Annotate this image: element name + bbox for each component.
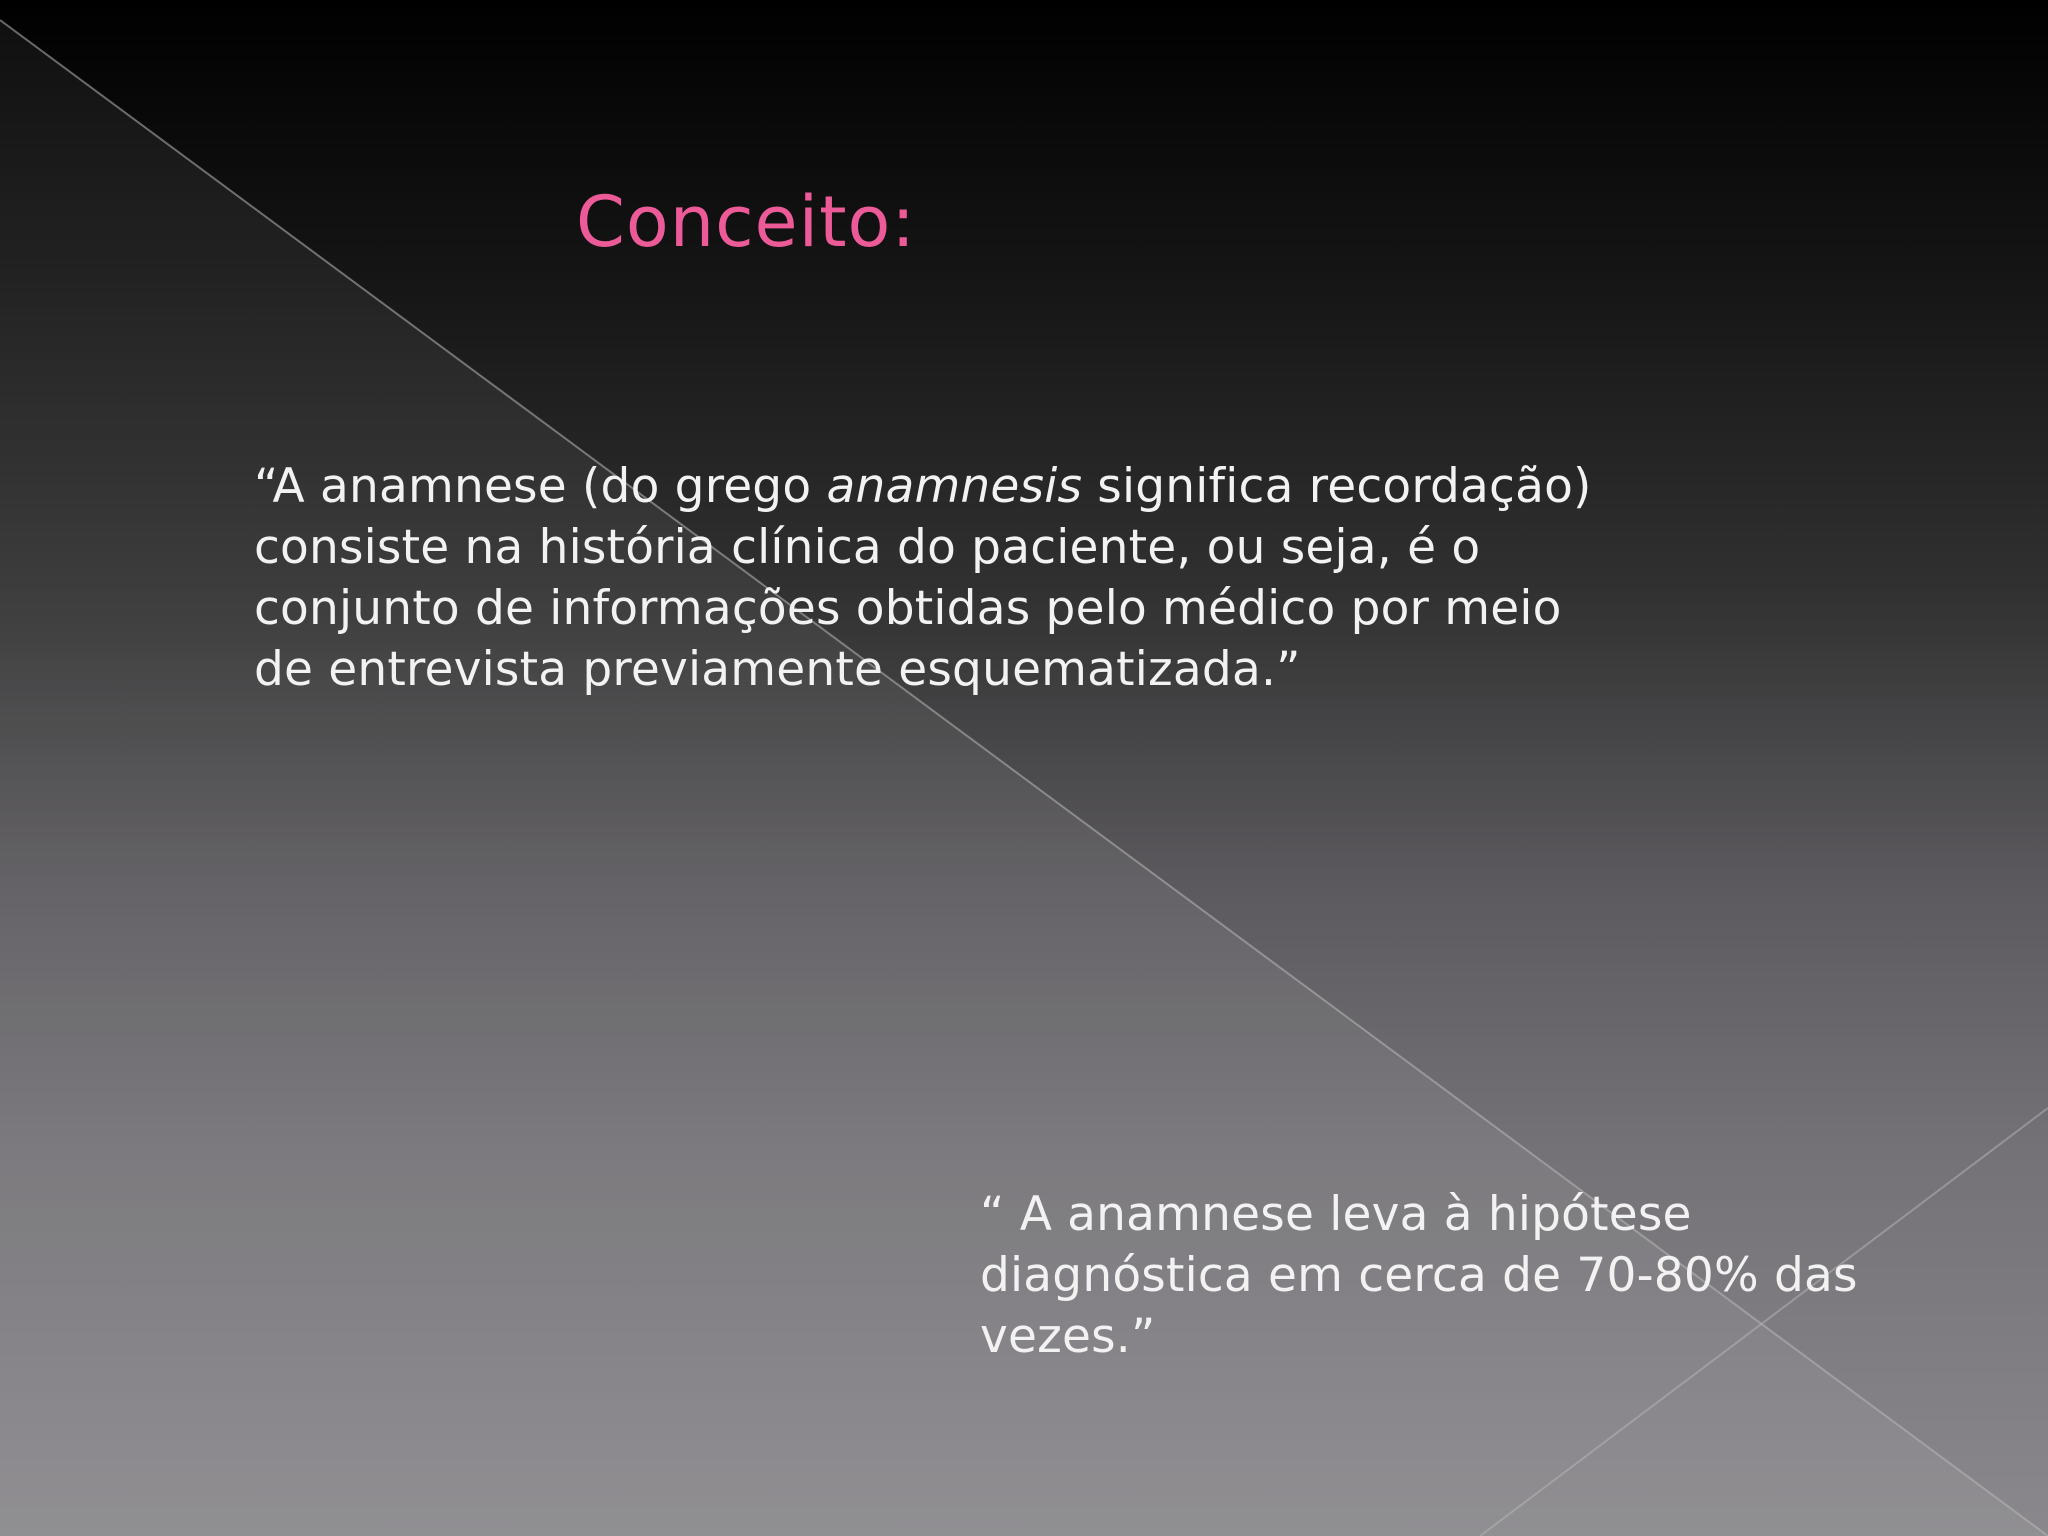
quote2-line-3: vezes.” [980,1309,1156,1364]
definition-quote [254,456,1754,700]
quote2-line-2: diagnóstica em cerca de 70-80% das [980,1248,1858,1303]
quote1-line-3: conjunto de informações obtidas pelo médico por meio [254,581,1562,636]
quote1-line-1-end: significa recordação) [1082,459,1592,514]
quote2-line-1: “ A anamnese leva à hipótese [980,1187,1692,1242]
slide-title: Conceito: [576,181,916,263]
diagnosis-quote [980,1184,2030,1367]
quote1-line-4: de entrevista previamente esquematizada.” [254,642,1301,697]
quote1-line-1-start: “A anamnese (do grego [254,459,827,514]
quote1-term-italic: anamnesis [826,459,1083,514]
quote1-line-1 [254,456,1754,517]
quote1-line-2: consiste na história clínica do paciente, ou seja, é o [254,520,1481,575]
